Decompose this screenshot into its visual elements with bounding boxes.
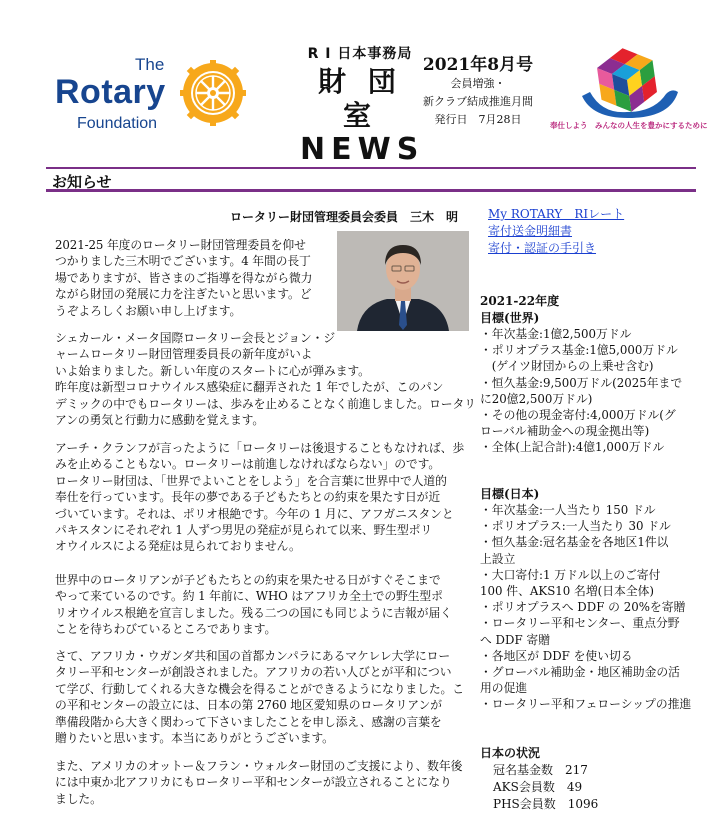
text-line: の平和センターの設立には、日本の第 2760 地区愛知県のロータリアンが bbox=[55, 698, 442, 713]
text-line: 2021-25 年度のロータリー財団管理委員を仰せ bbox=[55, 238, 306, 252]
text-line: タリー平和センターが創設されました。アフリカの若い人びとが平和につい bbox=[55, 665, 452, 680]
emblem-tagline: 奉仕しよう みんなの人生を豊かにするために bbox=[550, 121, 708, 130]
named-fund-count: 冠名基金数 217 bbox=[493, 763, 588, 777]
goal-item: へ DDF 寄贈 bbox=[480, 632, 550, 647]
goal-item: ・全体(上記合計):4億1,000万ドル bbox=[480, 440, 665, 455]
rotary-foundation-logo bbox=[55, 55, 245, 135]
article-paragraph-6 bbox=[55, 758, 462, 807]
article-paragraph-1 bbox=[55, 237, 312, 319]
goal-item: ・大口寄付:1 万ドル以上のご寄付 bbox=[480, 567, 661, 582]
goal-item: ・ポリオプラスへ DDF の 20%を寄贈 bbox=[480, 600, 686, 615]
japan-goals-heading: 目標(日本) bbox=[480, 487, 540, 501]
issue-info bbox=[418, 50, 538, 129]
my-rotary-ri-rate-link[interactable]: My ROTARY RIレート bbox=[488, 207, 625, 221]
author-portrait bbox=[337, 231, 469, 331]
donation-statement-link[interactable]: 寄付送金明細書 bbox=[488, 224, 573, 238]
text-line: うぞよろしくお願い申し上げます。 bbox=[55, 303, 242, 318]
logo-the: The bbox=[135, 55, 165, 74]
text-line: デミックの中でもロータリーは、歩みを止めることなく前進しました。ロータリ bbox=[55, 396, 476, 411]
text-line: つかりました三木明でございます。4 年間の長丁 bbox=[55, 254, 311, 269]
newsletter-masthead bbox=[300, 43, 425, 167]
goal-item: ・ロータリー平和センター、重点分野 bbox=[480, 616, 680, 631]
logo-rotary: Rotary bbox=[55, 73, 166, 111]
issue-theme-2: 新クラブ結成推進月間 bbox=[423, 95, 533, 108]
text-line: ことを待ちわびているところであります。 bbox=[55, 622, 277, 637]
author-photo bbox=[337, 231, 469, 331]
text-line: 奉仕を行っています。長年の夢である子どもたちとの約束を果たす日が近 bbox=[55, 490, 441, 505]
news-title: NEWS bbox=[300, 132, 425, 167]
text-line: には中東か北アフリカにもロータリー平和センターが設立されることになり bbox=[55, 775, 452, 790]
text-line: いよ始まりました。新しい年度のスタートに心が弾みます。 bbox=[55, 363, 370, 378]
article-author: ロータリー財団管理委員会委員 三木 明 bbox=[230, 210, 459, 224]
goal-item: ・恒久基金:9,500万ドル(2025年まで bbox=[480, 375, 683, 390]
article-paragraph-5 bbox=[55, 648, 464, 746]
text-line: 場でありますが、皆さまのご指導を得ながら微力 bbox=[55, 270, 313, 285]
text-line: アーチ・クランフが言ったように「ロータリーは後退することもなければ、歩 bbox=[55, 441, 465, 455]
ri-japan-office: R I 日本事務局 bbox=[307, 46, 413, 62]
goal-item: ・ポリオプラス基金:1億5,000万ドル bbox=[480, 343, 678, 358]
goal-item: ・年次基金:一人当たり 150 ドル bbox=[480, 503, 656, 517]
goal-item: ・ロータリー平和フェローシップの推進 bbox=[480, 697, 692, 712]
text-line: シェカール・メータ国際ロータリー会長とジョン・ジ bbox=[55, 331, 336, 345]
goal-item: 用の促進 bbox=[480, 681, 528, 696]
text-line: 昨年度は新型コロナウイルス感染症に翻弄された 1 年でしたが、このパン bbox=[55, 380, 444, 395]
text-line: リオウイルス根絶を宣言しました。残る二つの国にも同じように吉報が届く bbox=[55, 605, 452, 620]
issue-date: 発行日 7月28日 bbox=[434, 113, 522, 126]
text-line: ャームロータリー財団管理委員長の新年度がいよ bbox=[55, 347, 313, 362]
article-paragraph-3 bbox=[55, 440, 464, 555]
article-paragraph-4 bbox=[55, 572, 452, 638]
goal-item: ・各地区が DDF を使い切る bbox=[480, 648, 633, 663]
text-line: 準備段階から大きく関わって下さいましたことを申し添え、感謝の言葉を bbox=[55, 714, 442, 729]
goal-item: (ゲイツ財団からの上乗せ含む) bbox=[480, 359, 654, 374]
japan-goals bbox=[480, 485, 695, 713]
text-line: やって来ているのです。約 1 年前に、WHO はアフリカ全土での野生型ポ bbox=[55, 589, 443, 604]
text-line: ました。 bbox=[55, 791, 102, 806]
text-line: オウイルスによる発症は見られておりません。 bbox=[55, 539, 301, 554]
logo-foundation: Foundation bbox=[77, 115, 158, 132]
japan-status-heading: 日本の状況 bbox=[480, 746, 541, 760]
phs-member-count: PHS会員数 1096 bbox=[493, 797, 599, 811]
theme-emblem bbox=[542, 44, 712, 139]
world-goals-heading: 目標(世界) bbox=[480, 311, 540, 325]
text-line: さて、アフリカ・ウガンダ共和国の首都カンパラにあるマケレレ大学にロー bbox=[55, 649, 451, 663]
text-line: ながら財団の発展に力を注ぎたいと思います。ど bbox=[55, 287, 312, 302]
text-line: づいています。それは、ポリオ根絶です。今年の 1 月に、アフガニスタンと bbox=[55, 506, 454, 521]
goal-item: ・グローバル補助金・地区補助金の活 bbox=[480, 665, 680, 680]
text-line: アンの勇気と行動力に感動を覚えます。 bbox=[55, 413, 265, 428]
article-paragraph-2 bbox=[55, 330, 476, 428]
text-line: また、アメリカのオットー＆フラン・ウォルター財団のご支援により、数年後 bbox=[55, 759, 463, 773]
goal-item: 100 件、AKS10 名増(日本全体) bbox=[480, 584, 655, 599]
world-goals bbox=[480, 292, 695, 456]
text-line: 世界中のロータリアンが子どもたちとの約束を果たせる日がすぐそこまで bbox=[55, 573, 441, 587]
donation-guide-link[interactable]: 寄付・認証の手引き bbox=[488, 241, 597, 255]
goal-item: ・年次基金:1億2,500万ドル bbox=[480, 327, 632, 341]
section-title: お知らせ bbox=[52, 173, 112, 191]
theme-emblem-icon bbox=[542, 44, 712, 120]
header bbox=[0, 0, 723, 167]
issue-month: 2021年8月号 bbox=[422, 55, 534, 75]
issue-theme-1: 会員増強・ bbox=[450, 77, 506, 90]
goal-item: 上設立 bbox=[480, 551, 516, 566]
rotary-wheel-icon bbox=[180, 60, 246, 126]
section-bar bbox=[46, 167, 696, 192]
goal-item: ローバル補助金への現金拠出等) bbox=[480, 424, 650, 439]
aks-member-count: AKS会員数 49 bbox=[493, 780, 583, 794]
text-line: ロータリー財団は、「世界でよいことをしよう」を合言葉に世界中で人道的 bbox=[55, 473, 447, 488]
text-line: て学び、行動してくれる大きな機会を得ることができるようになりました。こ bbox=[55, 681, 464, 696]
goal-item: ・恒久基金:冠名基金を各地区1件以 bbox=[480, 535, 669, 550]
goal-item: ・ポリオプラス:一人当たり 30 ドル bbox=[480, 519, 671, 534]
text-line: 贈りたいと思います。本当にありがとうございます。 bbox=[55, 731, 334, 746]
goal-item: に20億2,500万ドル) bbox=[480, 391, 593, 406]
text-line: パキスタンにそれぞれ 1 人ずつ男児の発症が見られて以来、野生型ポリ bbox=[55, 523, 433, 538]
foundation-office-title: 財 団 室 bbox=[318, 65, 402, 132]
text-line: みを止めることもない。ロータリーは前進しなければならない」のです。 bbox=[55, 457, 441, 472]
goal-item: ・その他の現金寄付:4,000万ドル(グ bbox=[480, 408, 676, 423]
fiscal-year-label: 2021-22年度 bbox=[480, 294, 560, 308]
